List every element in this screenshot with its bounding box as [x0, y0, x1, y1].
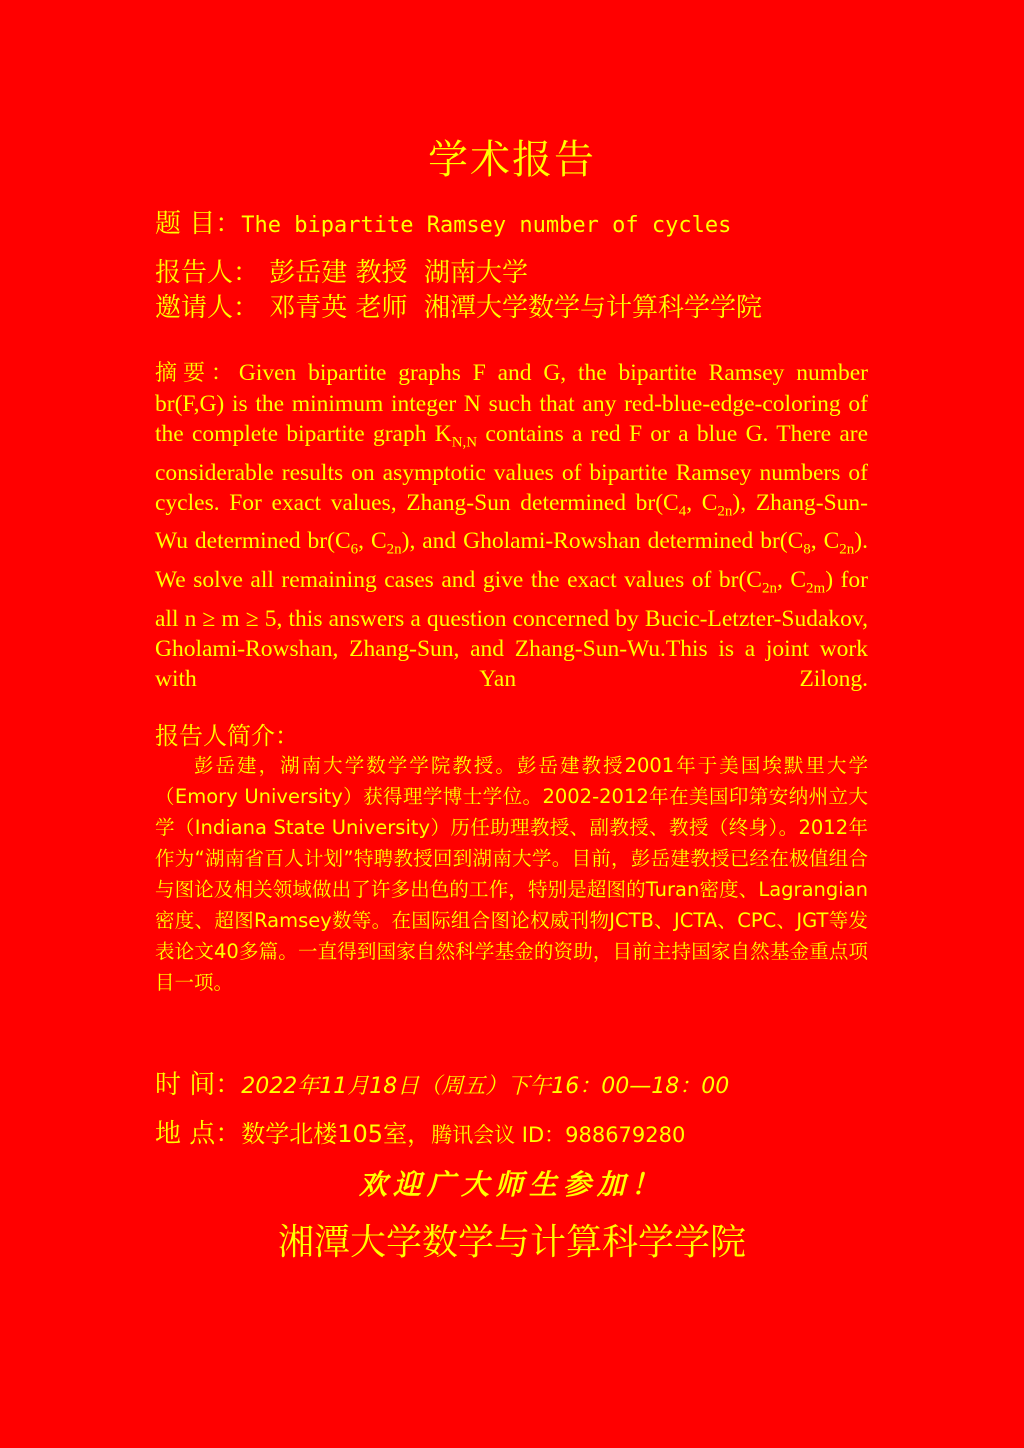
time-value: 2022年11月18日（周五）下午16：00—18：00	[241, 1074, 730, 1099]
venue-value: 数学北楼105室，	[241, 1120, 432, 1148]
bio-heading: 报告人简介：	[155, 722, 299, 750]
abstract-label: 摘要：	[155, 361, 239, 386]
page-title: 学术报告	[428, 137, 596, 183]
speaker-label: 报告人：	[155, 258, 260, 288]
abstract-text: Given bipartite graphs F and G, the bipartite Ramsey number br(F,G) is the minimum integer N such that any red-blue-edge-coloring of the complete bipartite graph $K_{N,N}$ contains a red F or a blue G. There are considerable results on asymptotic values of bipartite Ramsey numbers of cycles. For exact values, Zhang-Sun determined $br(C_4$, $C_{2n}$), Zhang-Sun-Wu determined $br(C_6$, $C_{2n}$), and Gholami-Rowshan determined $br(C_8$, $C_{2n}$). We solve all remaining cases and give the exact values of $br(C_{2n}$, $C_{2m}$) for all n ≥ m ≥ 5, this answers a question concerned by Bucic-Letzter-Sudakov, Gholami-Rowshan, Zhang-Sun, and Zhang-Sun-Wu.This is a joint work with Yan Zilong.	[155, 360, 868, 692]
footer-org: 湘潭大学数学与计算科学学院	[277, 1222, 746, 1263]
inviter-row	[155, 287, 762, 324]
topic-label: 题 目：	[155, 209, 242, 239]
time-row	[155, 1064, 729, 1101]
meeting-id: 腾讯会议 ID：988679280	[431, 1123, 686, 1147]
speaker-row	[155, 252, 528, 289]
bio-text: 彭岳建，湖南大学数学学院教授。彭岳建教授2001年于美国埃默里大学（Emory University）获得理学博士学位。2002-2012年在美国印第安纳州立大学（Indiana State University）历任助理教授、副教授、教授（终身）。2012年作为“湖南省百人计划”特聘教授回到湖南大学。目前，彭岳建教授已经在极值组合与图论及相关领域做出了许多出色的工作，特别是超图的Turan密度、Lagrangian密度、超图Ramsey数等。在国际组合图论权威刊物JCTB、JCTA、CPC、JGT等发表论文40多篇。一直得到国家自然科学基金的资助，目前主持国家自然基金重点项目一项。	[155, 754, 868, 994]
venue-label: 地 点：	[155, 1119, 242, 1149]
speaker-value: 彭岳建 教授 湖南大学	[269, 258, 528, 288]
topic-row	[155, 203, 731, 240]
time-label: 时 间：	[155, 1070, 242, 1100]
welcome-text: 欢迎广大师生参加！	[358, 1168, 665, 1201]
topic-value: The bipartite Ramsey number of cycles	[241, 213, 732, 238]
inviter-label: 邀请人：	[155, 293, 260, 323]
inviter-value: 邓青英 老师 湘潭大学数学与计算科学学院	[269, 293, 762, 323]
abstract-block	[155, 358, 868, 694]
venue-row	[155, 1113, 685, 1150]
